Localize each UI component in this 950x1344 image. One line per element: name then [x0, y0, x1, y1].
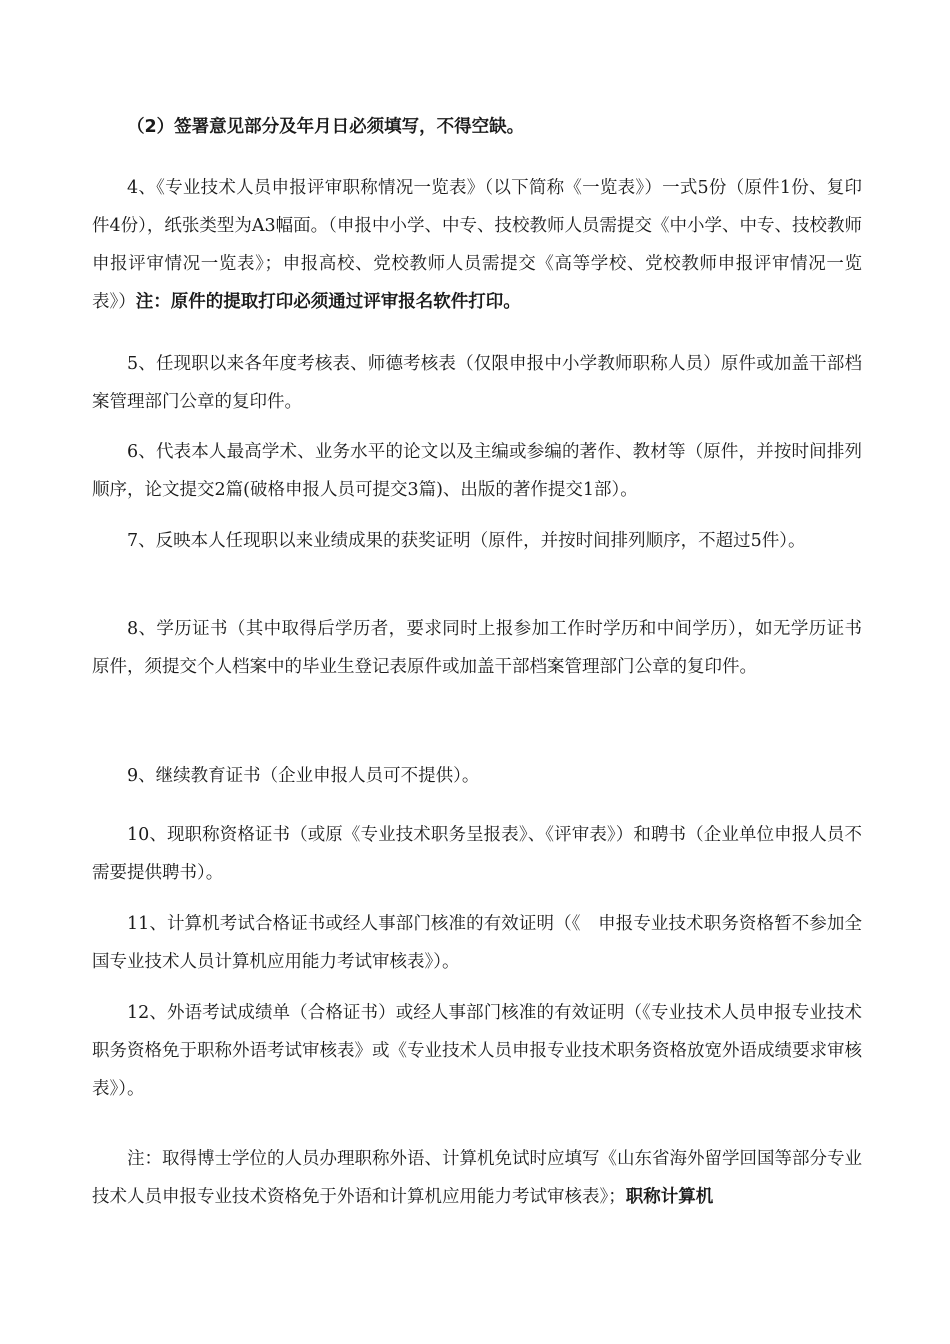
note-paragraph	[92, 1140, 862, 1216]
item-6: 6、代表本人最高学术、业务水平的论文以及主编或参编的著作、教材等（原件，并按时间排列顺序，论文提交2篇(破格申报人员可提交3篇)、出版的著作提交1部）。	[92, 442, 862, 500]
item-4	[92, 169, 862, 321]
item-9: 9、继续教育证书（企业申报人员可不提供）。	[127, 766, 480, 786]
item-7: 7、反映本人任现职以来业绩成果的获奖证明（原件，并按时间排列顺序，不超过5件）。	[127, 531, 806, 551]
item-12: 12、外语考试成绩单（合格证书）或经人事部门核准的有效证明（《专业技术人员申报专业技术职务资格免于职称外语考试审核表》或《专业技术人员申报专业技术职务资格放宽外语成绩要求审核表》）。	[92, 1003, 862, 1099]
item-4-text: 4、《专业技术人员申报评审职称情况一览表》（以下简称《一览表》）一式5份（原件1份、复印件4份），纸张类型为A3幅面。（申报中小学、中专、技校教师人员需提交《中小学、中专、技校教师申报评审情况一览表》；申报高校、党校教师人员需提交《高等学校、党校教师申报评审情况一览表》）	[92, 178, 862, 312]
note-bold-text: 职称计算机	[625, 1187, 714, 1207]
item-8: 8、学历证书（其中取得后学历者，要求同时上报参加工作时学历和中间学历），如无学历证书原件，须提交个人档案中的毕业生登记表原件或加盖干部档案管理部门公章的复印件。	[92, 619, 862, 677]
item-4-note: 注：原件的提取打印必须通过评审报名软件打印。	[135, 292, 521, 312]
item-10: 10、现职称资格证书（或原《专业技术职务呈报表》、《评审表》）和聘书（企业单位申报人员不需要提供聘书）。	[92, 825, 862, 883]
item-11: 11、计算机考试合格证书或经人事部门核准的有效证明（《 申报专业技术职务资格暂不参加全国专业技术人员计算机应用能力考试审核表》）。	[92, 914, 862, 972]
section-heading: （2）签署意见部分及年月日必须填写，不得空缺。	[127, 117, 525, 137]
note-text: 注：取得博士学位的人员办理职称外语、计算机免试时应填写《山东省海外留学回国等部分专业技术人员申报专业技术资格免于外语和计算机应用能力考试审核表》；	[92, 1149, 862, 1207]
item-5: 5、任现职以来各年度考核表、师德考核表（仅限申报中小学教师职称人员）原件或加盖干部档案管理部门公章的复印件。	[92, 354, 862, 412]
